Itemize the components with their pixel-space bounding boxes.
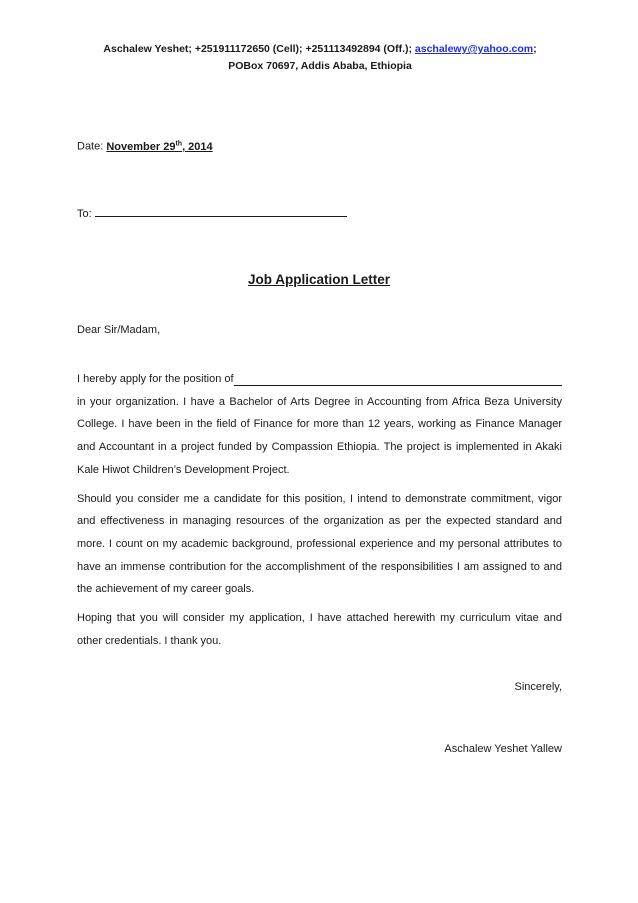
position-line bbox=[77, 368, 562, 391]
letter-title: Job Application Letter bbox=[247, 272, 390, 287]
paragraph-1-text: in your organization. I have a Bachelor of Arts Degree in Accounting from Africa Beza University College. I have been in the field of Finance for more than 12 years, working as Finance Manager and Accountant in a project funded by Compassion Ethiopia. The project is implemented in Akaki Kale Hiwot Children’s Development Project. bbox=[77, 395, 562, 476]
salutation: Dear Sir/Madam, bbox=[77, 324, 161, 336]
date-month-day: November 29 bbox=[106, 140, 176, 153]
letter-body bbox=[77, 368, 562, 658]
paragraph-1 bbox=[77, 368, 562, 482]
letterhead-contact-line bbox=[40, 41, 600, 58]
letterhead bbox=[40, 41, 600, 75]
email-link[interactable]: aschalewy@yahoo.com bbox=[414, 43, 534, 55]
closing: Sincerely, bbox=[514, 681, 562, 693]
paragraph-2: Should you consider me a candidate for this position, I intend to demonstrate commitment, vigor and effectiveness in managing resources of the organization as per the expected standard and more. I count on my academic background, professional experience and my personal attributes to have an immense contribution for the accomplishment of the responsibilities I am assigned to and the achievement of my career goals. bbox=[77, 492, 562, 596]
date-value bbox=[106, 141, 212, 153]
date-label: Date: bbox=[77, 140, 107, 153]
contact-suffix: ; bbox=[533, 43, 537, 55]
position-prefix: I hereby apply for the position of bbox=[77, 373, 234, 385]
letterhead-address-line: POBox 70697, Addis Ababa, Ethiopia bbox=[228, 60, 412, 72]
recipient-label: To: bbox=[77, 208, 95, 220]
recipient-blank[interactable] bbox=[95, 205, 347, 217]
recipient-line bbox=[77, 205, 347, 220]
paragraph-3: Hoping that you will consider my application, I have attached herewith my curriculum vitae and other credentials. I thank you. bbox=[77, 612, 562, 647]
date-ordinal: th bbox=[175, 140, 183, 147]
date-year: , 2014 bbox=[182, 140, 213, 153]
position-blank[interactable] bbox=[234, 374, 562, 386]
date-line bbox=[77, 140, 213, 153]
signature: Aschalew Yeshet Yallew bbox=[444, 743, 562, 755]
contact-text: Aschalew Yeshet; +251911172650 (Cell); +251113492894 (Off.); bbox=[103, 43, 415, 55]
